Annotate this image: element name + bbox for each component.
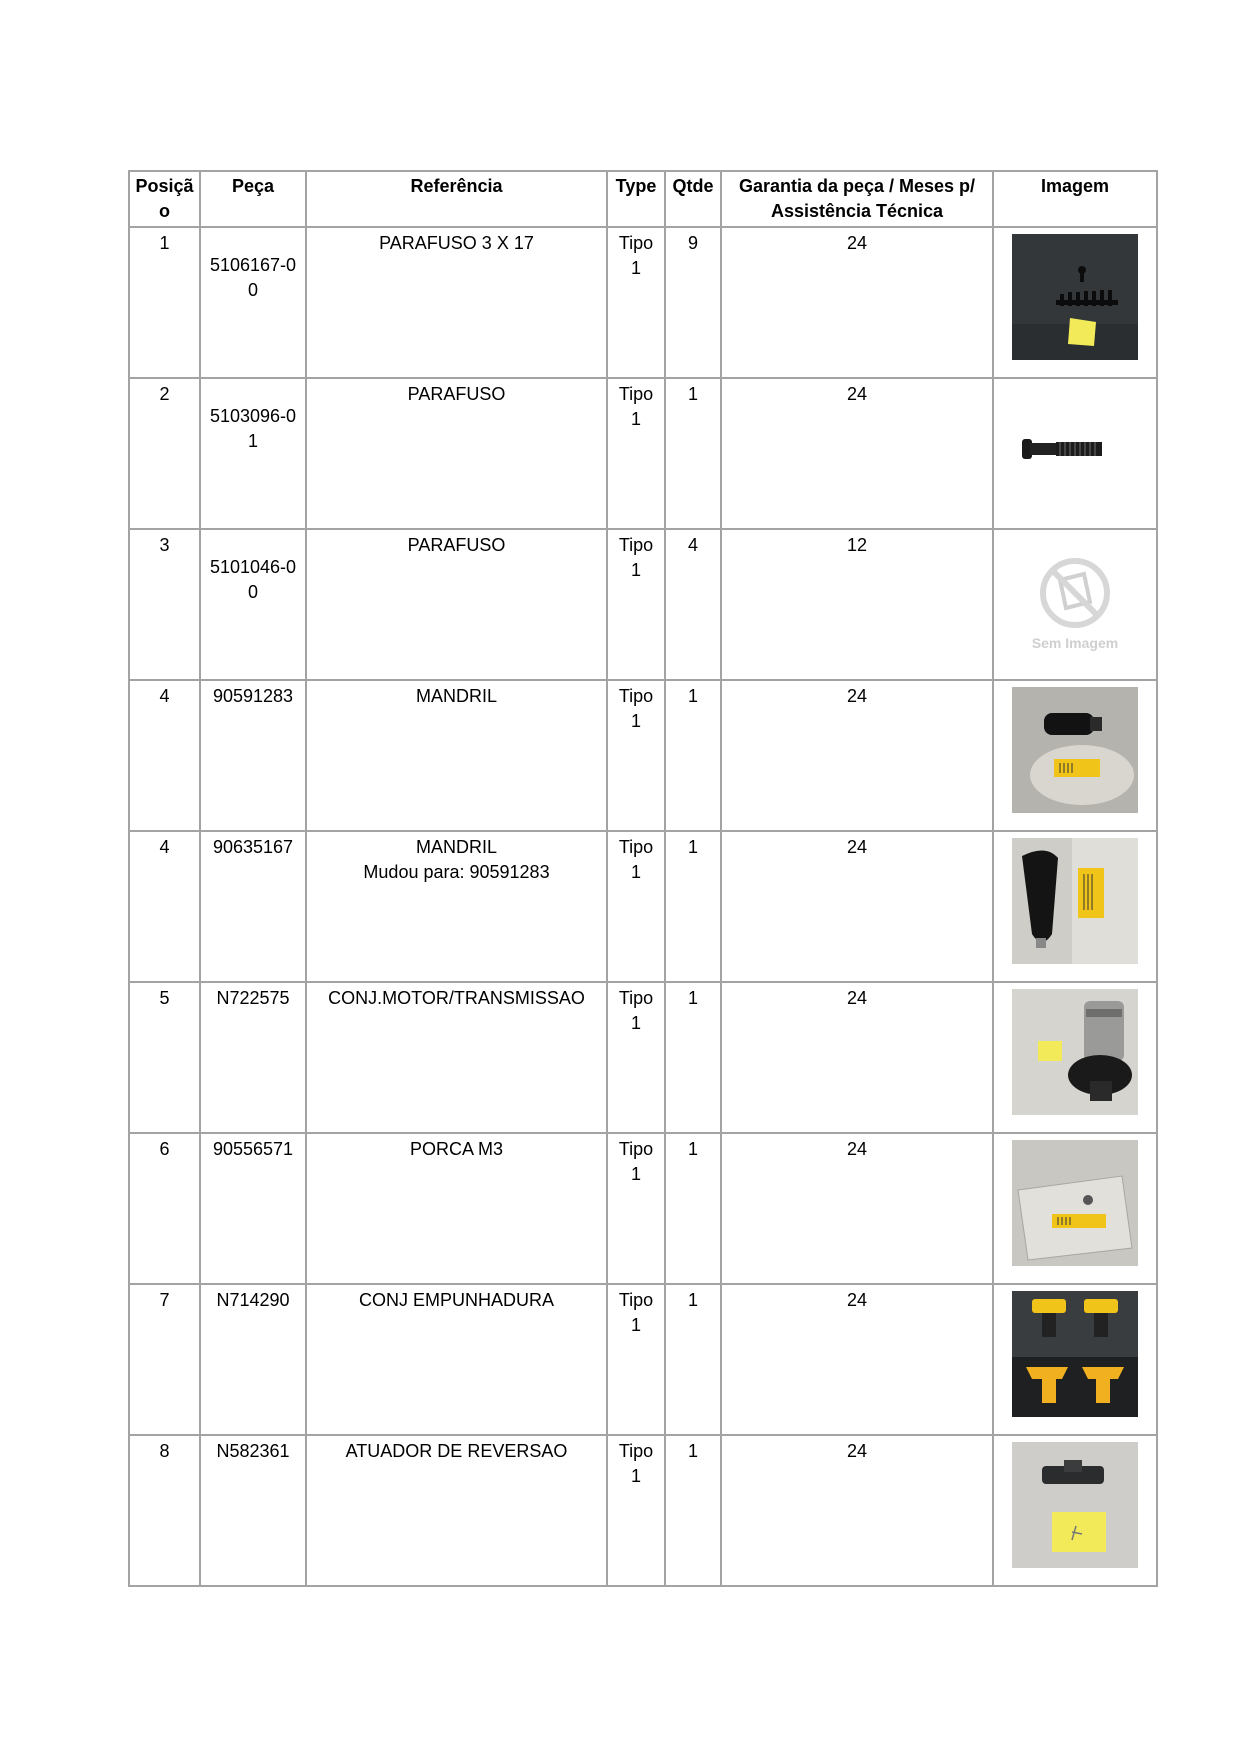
cell-type: Tipo 1 (607, 529, 665, 680)
header-garantia: Garantia da peça / Meses p/ Assistência Técnica (721, 171, 993, 227)
cell-garantia: 24 (721, 680, 993, 831)
cell-imagem (993, 529, 1157, 680)
cell-type: Tipo 1 (607, 680, 665, 831)
table-row (129, 227, 1157, 378)
cell-peca: 5106167-00 (200, 227, 306, 378)
cell-posicao: 8 (129, 1435, 200, 1586)
photo-reversing-actuator (1012, 1442, 1138, 1568)
cell-type: Tipo 1 (607, 227, 665, 378)
cell-posicao: 4 (129, 680, 200, 831)
cell-posicao: 3 (129, 529, 200, 680)
cell-referencia: PARAFUSO (306, 529, 607, 680)
cell-peca: N714290 (200, 1284, 306, 1435)
cell-type: Tipo 1 (607, 831, 665, 982)
cell-imagem (993, 1284, 1157, 1435)
referencia-name: MANDRIL (415, 837, 497, 857)
cell-qtde: 1 (665, 982, 721, 1133)
cell-peca: N722575 (200, 982, 306, 1133)
cell-qtde: 1 (665, 680, 721, 831)
cell-garantia: 24 (721, 378, 993, 529)
photo-screws-set (1012, 234, 1138, 360)
cell-referencia: CONJ EMPUNHADURA (306, 1284, 607, 1435)
cell-qtde: 1 (665, 1284, 721, 1435)
cell-posicao: 4 (129, 831, 200, 982)
cell-garantia: 24 (721, 1133, 993, 1284)
photo-motor (1012, 989, 1138, 1115)
cell-qtde: 4 (665, 529, 721, 680)
table-row (129, 1435, 1157, 1586)
photo-handle-housing (1012, 1291, 1138, 1417)
cell-referencia: PARAFUSO (306, 378, 607, 529)
cell-type: Tipo 1 (607, 1435, 665, 1586)
cell-type: Tipo 1 (607, 1284, 665, 1435)
cell-posicao: 7 (129, 1284, 200, 1435)
referencia-note: Mudou para: 90591283 (363, 862, 550, 882)
no-image-label: Sem Imagem (1031, 635, 1119, 651)
cell-peca: N582361 (200, 1435, 306, 1586)
cell-referencia: CONJ.MOTOR/TRANSMISSAO (306, 982, 607, 1133)
cell-imagem (993, 378, 1157, 529)
header-referencia: Referência (306, 171, 607, 227)
header-peca: Peça (200, 171, 306, 227)
cell-type: Tipo 1 (607, 982, 665, 1133)
cell-imagem (993, 680, 1157, 831)
photo-chuck-bag (1012, 687, 1138, 813)
table-row (129, 529, 1157, 680)
table-row (129, 680, 1157, 831)
cell-qtde: 1 (665, 378, 721, 529)
cell-peca: 5101046-00 (200, 529, 306, 680)
table-row (129, 982, 1157, 1133)
cell-referencia: PORCA M3 (306, 1133, 607, 1284)
table-row (129, 1133, 1157, 1284)
table-row (129, 831, 1157, 982)
cell-qtde: 1 (665, 1133, 721, 1284)
cell-posicao: 1 (129, 227, 200, 378)
cell-garantia: 12 (721, 529, 993, 680)
table-row (129, 1284, 1157, 1435)
cell-garantia: 24 (721, 982, 993, 1133)
cell-posicao: 6 (129, 1133, 200, 1284)
cell-peca: 90556571 (200, 1133, 306, 1284)
cell-garantia: 24 (721, 1435, 993, 1586)
header-imagem: Imagem (993, 171, 1157, 227)
photo-nut-bag (1012, 1140, 1138, 1266)
cell-referencia: ATUADOR DE REVERSAO (306, 1435, 607, 1586)
no-image-placeholder (1012, 536, 1138, 662)
table-row (129, 378, 1157, 529)
cell-referencia: MANDRIL (306, 680, 607, 831)
parts-table (128, 170, 1158, 1587)
cell-type: Tipo 1 (607, 378, 665, 529)
cell-referencia (306, 831, 607, 982)
cell-qtde: 1 (665, 831, 721, 982)
cell-garantia: 24 (721, 831, 993, 982)
cell-imagem (993, 982, 1157, 1133)
header-qtde: Qtde (665, 171, 721, 227)
header-posicao: Posição (129, 171, 200, 227)
cell-imagem (993, 1435, 1157, 1586)
photo-chuck-label (1012, 838, 1138, 964)
cell-imagem (993, 227, 1157, 378)
cell-garantia: 24 (721, 1284, 993, 1435)
cell-posicao: 5 (129, 982, 200, 1133)
cell-imagem (993, 1133, 1157, 1284)
cell-garantia: 24 (721, 227, 993, 378)
cell-peca: 5103096-01 (200, 378, 306, 529)
table-header-row (129, 171, 1157, 227)
cell-referencia: PARAFUSO 3 X 17 (306, 227, 607, 378)
header-type: Type (607, 171, 665, 227)
cell-qtde: 9 (665, 227, 721, 378)
cell-imagem (993, 831, 1157, 982)
cell-peca: 90591283 (200, 680, 306, 831)
cell-peca: 90635167 (200, 831, 306, 982)
cell-posicao: 2 (129, 378, 200, 529)
cell-type: Tipo 1 (607, 1133, 665, 1284)
cell-qtde: 1 (665, 1435, 721, 1586)
photo-single-screw (1012, 385, 1138, 511)
